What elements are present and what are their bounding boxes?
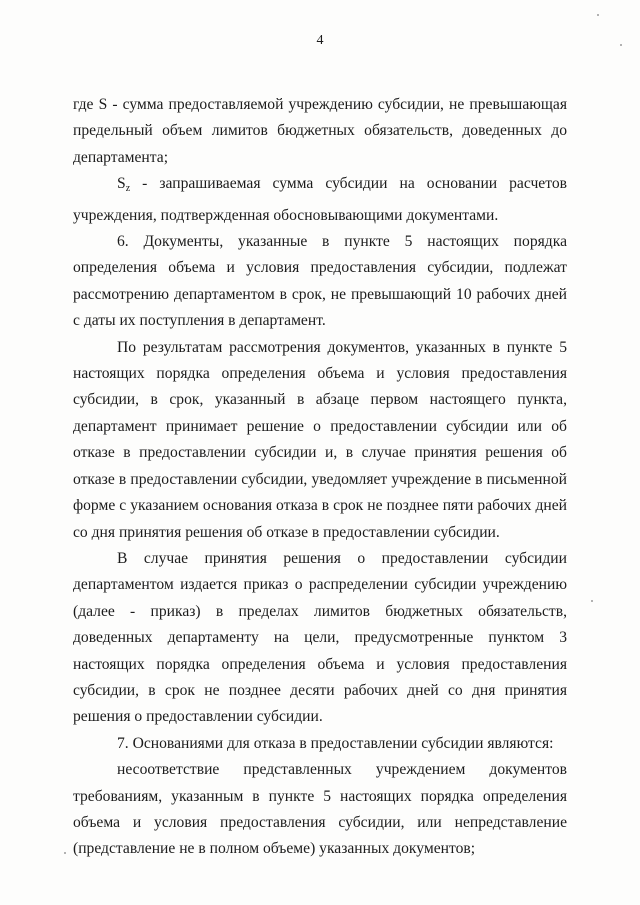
paragraph-review-results: По результатам рассмотрения документов, указанных в пункте 5 настоящих порядка определения объема и условия предоставления субсидии, в срок, указанный в абзаце первом настоящего пункта, департамент принимает решение о предоставлении субсидии или об отказе в предоставлении субсидии и, в случае принятия решения об отказе в предоставлении субсидии, уведомляет учреждение в письменной форме с указанием основания отказа в срок не позднее пяти рабочих дней со дня принятия решения об отказе в предоставлении субсидии. [73,338,567,541]
scan-speck [64,852,66,854]
scan-speck [591,600,593,602]
paragraph-refusal-ground: несоответствие представленных учреждением документов требованиям, указанным в пункте 5 настоящих порядка определения объема и условия предоставления субсидии, или непредставление (представление не в полном объеме) указанных документов; [73,761,567,858]
page-number: 4 [316,33,324,48]
scan-speck [620,44,622,46]
formula-symbol: S [117,175,126,193]
paragraph-formula-definition-s: где S - сумма предоставляемой учреждению субсидии, не превышающая предельный объем лимитов бюджетных обязательств, доведенных до департамента; [73,96,567,166]
paragraph-clause-6: 6. Документы, указанные в пункте 5 настоящих порядка определения объема и условия предоставления субсидии, подлежат рассмотрению департаментом в срок, не превышающий 10 рабочих дней с даты их поступления в департамент. [73,233,567,330]
scan-speck [597,14,599,16]
formula-symbol-subscript: z [125,183,131,195]
document-body [73,92,567,863]
paragraph-order-issuance: В случае принятия решения о предоставлении субсидии департаментом издается приказ о распределении субсидии учреждению (далее - приказ) в пределах лимитов бюджетных обязательств, доведенных департаменту на цели, предусмотренные пунктом 3 настоящих порядка определения объема и условия предоставления субсидии, в срок не позднее десяти рабочих дней со дня принятия решения о предоставлении субсидии. [73,549,567,726]
paragraph-formula-definition-sz [73,171,567,229]
formula-definition-text: - запрашиваемая сумма субсидии на основании расчетов учреждения, подтвержденная обосновывающими документами. [73,175,567,224]
paragraph-clause-7: 7. Основаниями для отказа в предоставлении субсидии являются: [117,734,554,752]
